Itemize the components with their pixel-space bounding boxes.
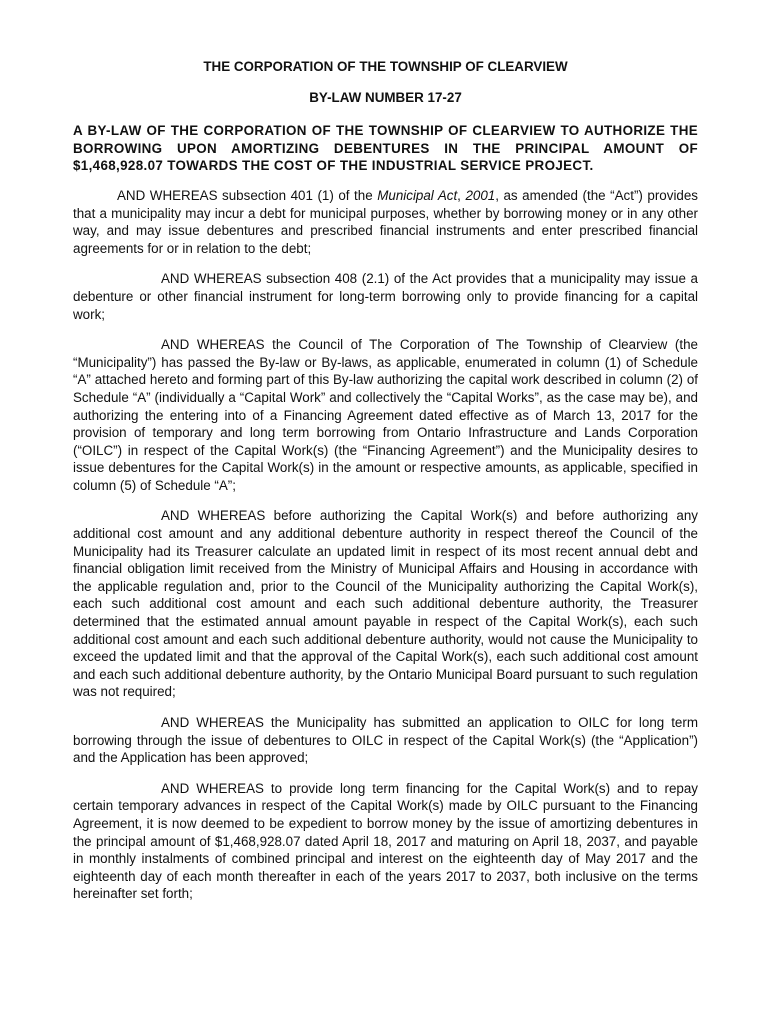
bylaw-number: BY-LAW NUMBER 17-27 [309,89,462,105]
recital-paragraph-2: AND WHEREAS subsection 408 (2.1) of the Act provides that a municipality may issue a debenture or other financial instrument for long-term borrowing only to provide financing for a capital work; [73,271,698,322]
recital-paragraph-3: AND WHEREAS the Council of The Corporation of The Township of Clearview (the “Municipality”) has passed the By-law or By-laws, as applicable, enumerated in column (1) of Schedule “A” attached hereto and forming part of this By-law authorizing the capital work described in column (2) of Schedule “A” (individually a “Capital Work” and collectively the “Capital Works”, as the case may be), and authorizing the entering into of a Financing Agreement dated effective as of March 13, 2017 for the provision of temporary and long term borrowing from Ontario Infrastructure and Lands Corporation (“OILC”) in respect of the Capital Work(s) (the “Financing Agreement”) and the Municipality desires to issue debentures for the Capital Work(s) in the amount or respective amounts, as applicable, specified in column (5) of Schedule “A”; [73,337,698,493]
recital-paragraph-4: AND WHEREAS before authorizing the Capital Work(s) and before authorizing any additional cost amount and any additional debenture authority in respect thereof the Council of the Municipality had its Treasurer calculate an updated limit in respect of its most recent annual debt and financial obligation limit received from the Ministry of Municipal Affairs and Housing in accordance with the applicable regulation and, prior to the Council of the Municipality authorizing the Capital Work(s), each such additional cost amount and each such additional debenture authority, the Treasurer determined that the estimated annual amount payable in respect of the Capital Work(s), each such additional cost amount and each such additional debenture authority, would not cause the Municipality to exceed the updated limit and that the approval of the Capital Work(s), each such additional cost amount and each such additional debenture authority, by the Ontario Municipal Board pursuant to such regulation was not required; [73,508,698,700]
recital-1-text-b: , as amended (the “Act”) provides that a municipality may incur a debt for municipal purposes, whether by borrowing money or in any other way, and may issue debentures and prescribed financial instruments and enter prescribed financial agreements for or in relation to the debt; [73,187,699,256]
recital-1-sep: , [457,187,466,203]
act-year: 2001 [465,187,496,203]
bylaw-heading: A BY-LAW OF THE CORPORATION OF THE TOWNSHIP OF CLEARVIEW TO AUTHORIZE THE BORROWING UPON AMORTIZING DEBENTURES IN THE PRINCIPAL AMOUNT OF $1,468,928.07 TOWARDS THE COST OF THE INDUSTRIAL SERVICE PROJECT. [73,123,698,174]
recital-paragraph-1 [73,187,698,257]
act-name: Municipal Act [377,187,458,203]
recital-paragraph-6: AND WHEREAS to provide long term financing for the Capital Work(s) and to repay certain temporary advances in respect of the Capital Work(s) made by OILC pursuant to the Financing Agreement, it is now deemed to be expedient to borrow money by the issue of amortizing debentures in the principal amount of $1,468,928.07 dated April 18, 2017 and maturing on April 18, 2037, and payable in monthly instalments of combined principal and interest on the eighteenth day of May 2017 and the eighteenth day of each month thereafter in each of the years 2017 to 2037, both inclusive on the terms hereinafter set forth; [73,780,698,902]
recital-1-text-a: AND WHEREAS subsection 401 (1) of the [117,187,378,203]
recital-paragraph-5: AND WHEREAS the Municipality has submitted an application to OILC for long term borrowing through the issue of debentures to OILC in respect of the Capital Work(s) (the “Application”) and the Application has been approved; [73,715,698,766]
document-page [73,58,698,916]
document-title: THE CORPORATION OF THE TOWNSHIP OF CLEARVIEW [203,59,568,74]
